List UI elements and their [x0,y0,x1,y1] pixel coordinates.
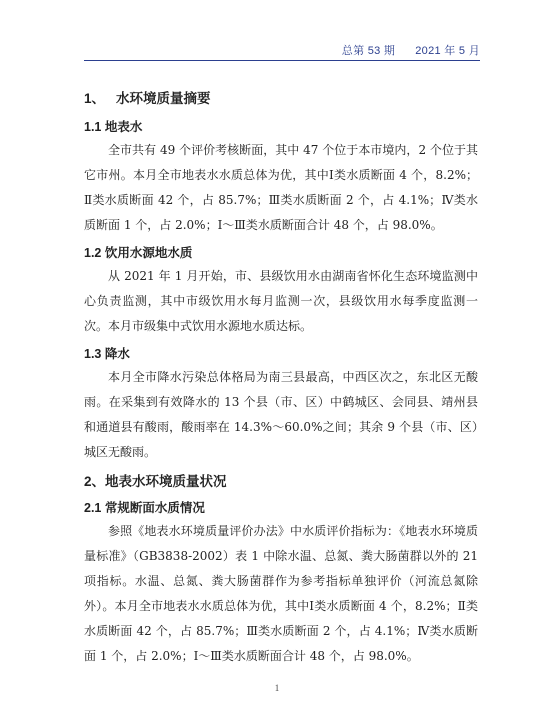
section-1-2-paragraph: 从 2021 年 1 月开始，市、县级饮用水由湖南省怀化生态环境监测中心负责监测，其中市级饮用水每月监测一次，县级饮用水每季度监测一次。本月市级集中式饮用水源地水质达标。 [84,269,478,333]
page-header [84,42,480,58]
section-1-1-paragraph: 全市共有 49 个评价考核断面，其中 47 个位于本市境内，2 个位于其它市州。本月全市地表水水质总体为优，其中Ⅰ类水质断面 4 个，8.2%；Ⅱ类水质断面 42 个，占 85.7%；Ⅲ类水质断面 2 个，占 4.1%；Ⅳ类水质断面 1 个，占 2.0%；Ⅰ～Ⅲ类水质断面合计 48 个，占 98.0%。 [84,143,478,232]
section-1-3-heading: 1.3 降水 [84,347,130,361]
section-1-number: 1、 [84,91,106,106]
section-2-1-heading: 2.1 常规断面水质情况 [84,501,205,515]
section-1-title: 水环境质量摘要 [116,91,211,106]
section-1-2-heading: 1.2 饮用水源地水质 [84,246,193,260]
document-body [84,78,478,669]
section-2-heading: 2、地表水环境质量状况 [84,474,227,489]
section-1-heading [84,88,478,110]
page-number: 1 [274,683,280,693]
header-rule [84,60,480,61]
section-1-3-paragraph: 本月全市降水污染总体格局为南三县最高，中西区次之，东北区无酸雨。在采集到有效降水的 13 个县（市、区）中鹤城区、会同县、靖州县和通道县有酸雨，酸雨率在 14.3%～60.0%之间；其余 9 个县（市、区）城区无酸雨。 [84,370,478,459]
section-2-1-paragraph: 参照《地表水环境质量评价办法》中水质评价指标为：《地表水环境质量标准》（GB3838-2002）表 1 中除水温、总氮、粪大肠菌群以外的 21 项指标。水温、总氮、粪大肠菌群作为参考指标单独评价（河流总氮除外）。本月全市地表水水质总体为优，其中Ⅰ类水质断面 4 个，8.2%；Ⅱ类水质断面 42 个，占 85.7%；Ⅲ类水质断面 2 个，占 4.1%；Ⅳ类水质断面 1 个，占 2.0%；Ⅰ～Ⅲ类水质断面合计 48 个，占 98.0%。 [84,524,478,663]
section-1-1-heading: 1.1 地表水 [84,120,143,134]
issue-number: 总第 53 期 [341,45,396,57]
issue-date: 2021 年 5 月 [415,45,480,57]
